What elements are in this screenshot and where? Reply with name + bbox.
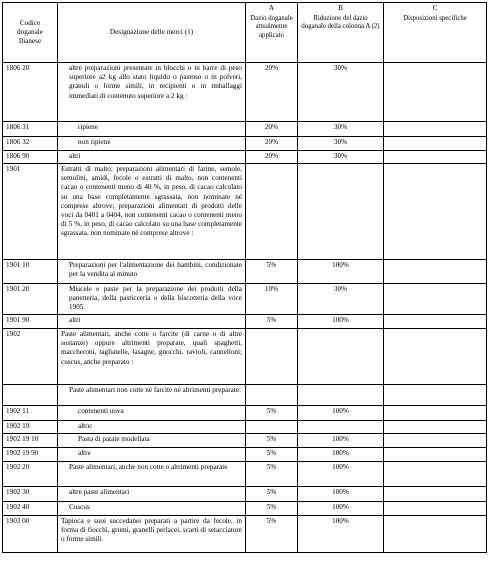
table-row <box>3 406 487 421</box>
col-a-cell: 20% <box>246 151 298 164</box>
code-cell: 1902 19 10 <box>3 434 58 448</box>
col-c-cell <box>384 406 487 421</box>
col-b-cell: 100% <box>298 406 384 421</box>
description-cell: altre preparazioni presentate in blocchi o in barre di peso superiore a2 kg allo stato liquido o pastoso o in polveri, granuli o forme simili, in recipienti o in imballaggi immediati di contenuto superiore a 2 kg : <box>58 63 246 122</box>
col-c-cell <box>384 151 487 164</box>
code-cell: 1901 10 <box>3 260 58 284</box>
col-a-cell: 5% <box>246 487 298 502</box>
col-c-cell <box>384 122 487 137</box>
col-b-cell: 100% <box>298 462 384 487</box>
description-cell: altre <box>58 448 246 462</box>
table-row <box>3 164 487 260</box>
col-b-cell: 30% <box>298 63 384 122</box>
table-row <box>3 329 487 385</box>
header-col-b <box>298 3 384 63</box>
description-cell: altri <box>58 315 246 329</box>
col-c-cell <box>384 284 487 315</box>
col-a-cell <box>246 329 298 385</box>
table-row <box>3 315 487 329</box>
table-row <box>3 122 487 137</box>
col-a-cell: 20% <box>246 63 298 122</box>
col-b-cell: 100% <box>298 487 384 502</box>
header-col-a <box>246 3 298 63</box>
header-designation: Designazione delle merci (1) <box>58 3 246 63</box>
col-c-cell <box>384 164 487 260</box>
description-cell: Cuscus <box>58 502 246 516</box>
col-b-cell <box>298 385 384 406</box>
description-cell: contenenti uova <box>58 406 246 421</box>
col-a-cell <box>246 421 298 434</box>
col-c-cell <box>384 329 487 385</box>
description-cell: Tapioca e suoi succedanei preparati a partire da fecole, in forma di fiocchi, grumi, granelli perlacei, scarti di setacciature o forme simili <box>58 516 246 553</box>
header-col-c-label: Disposizioni specifiche <box>403 15 467 23</box>
col-b-cell: 100% <box>298 502 384 516</box>
col-a-cell: 5% <box>246 516 298 553</box>
code-cell <box>3 385 58 406</box>
table-row <box>3 462 487 487</box>
col-c-cell <box>384 462 487 487</box>
code-cell: 1806 32 <box>3 137 58 151</box>
col-c-cell <box>384 448 487 462</box>
table-row <box>3 502 487 516</box>
col-c-cell <box>384 137 487 151</box>
description-cell: Estratti di malto; preparazioni alimentari di farine, semole, semolini, amidi, fecole o estratti di malto, non contenenti cacao o contenenti meno di 40 %, in peso, di cacao calcolato su una base completamente sgrassata, non nominate né comprese altrove; preparazioni alimentari di prodotti delle voci da 0401 a 0404, non contenenti cacao o contenenti meno di 5 %, in peso, di cacao calcolato su una base completamente sgrassata, non nominate né comprese altrove : <box>58 164 246 260</box>
table-row <box>3 284 487 315</box>
description-cell: non ripiene <box>58 137 246 151</box>
col-b-cell <box>298 421 384 434</box>
header-col-b-label: Riduzione del dazio doganale della colonna A (2) <box>301 15 380 31</box>
col-a-cell: 5% <box>246 260 298 284</box>
description-cell: Pasta di patate modellata <box>58 434 246 448</box>
col-c-cell <box>384 385 487 406</box>
header-col-c-letter: C <box>432 4 438 12</box>
code-cell: 1902 20 <box>3 462 58 487</box>
table-row <box>3 448 487 462</box>
code-cell: 1901 <box>3 164 58 260</box>
col-a-cell: 5% <box>246 502 298 516</box>
col-a-cell: 20% <box>246 122 298 137</box>
code-cell: 1902 11 <box>3 406 58 421</box>
header-col-c <box>384 3 487 63</box>
code-cell: 1806 31 <box>3 122 58 137</box>
code-cell: 1903 00 <box>3 516 58 553</box>
col-b-cell: 100% <box>298 434 384 448</box>
col-a-cell <box>246 385 298 406</box>
col-c-cell <box>384 502 487 516</box>
table-body <box>3 63 487 553</box>
description-cell: Preparazioni per l'alimentazione dei bambini, condizionate per la vendita al minuto <box>58 260 246 284</box>
col-a-cell: 20% <box>246 137 298 151</box>
description-cell: Paste alimentari non cotte né farcite né altrimenti preparate: <box>58 385 246 406</box>
col-b-cell: 30% <box>298 122 384 137</box>
col-b-cell <box>298 329 384 385</box>
code-cell: 1806 20 <box>3 63 58 122</box>
code-cell: 1902 40 <box>3 502 58 516</box>
tariff-table <box>2 2 487 553</box>
description-cell: Paste alimentari, anche non cotte o altrimenti preparate <box>58 462 246 487</box>
col-b-cell: 30% <box>298 137 384 151</box>
table-row <box>3 63 487 122</box>
col-a-cell: 5% <box>246 406 298 421</box>
table-row <box>3 434 487 448</box>
header-col-b-letter: B <box>338 4 343 12</box>
col-a-cell: 5% <box>246 434 298 448</box>
col-a-cell: 5% <box>246 448 298 462</box>
col-b-cell: 100% <box>298 260 384 284</box>
header-col-a-letter: A <box>268 4 275 12</box>
description-cell: altre paste alimentari <box>58 487 246 502</box>
description-cell: ripiene <box>58 122 246 137</box>
code-cell: 1901 90 <box>3 315 58 329</box>
col-b-cell: 100% <box>298 516 384 553</box>
col-c-cell <box>384 315 487 329</box>
code-cell: 1902 <box>3 329 58 385</box>
col-b-cell <box>298 164 384 260</box>
table-row <box>3 421 487 434</box>
code-cell: 1901 20 <box>3 284 58 315</box>
table-row <box>3 151 487 164</box>
code-cell: 1902 30 <box>3 487 58 502</box>
code-cell: 1902 19 <box>3 421 58 434</box>
col-b-cell: 30% <box>298 284 384 315</box>
table-row <box>3 137 487 151</box>
table-header-row <box>3 3 487 63</box>
col-b-cell: 30% <box>298 151 384 164</box>
description-cell: Miscele e paste per la preparazione dei prodotti della panetteria, della pasticceria o della biscotteria della voce 1905 <box>58 284 246 315</box>
col-c-cell <box>384 487 487 502</box>
col-c-cell <box>384 516 487 553</box>
description-cell: altre: <box>58 421 246 434</box>
col-c-cell <box>384 63 487 122</box>
col-c-cell <box>384 260 487 284</box>
table-row <box>3 516 487 553</box>
header-col-a-label: Dazio doganale attualmente applicato <box>250 15 293 39</box>
col-a-cell: 5% <box>246 462 298 487</box>
col-c-cell <box>384 434 487 448</box>
code-cell: 1902 19 90 <box>3 448 58 462</box>
col-b-cell: 100% <box>298 315 384 329</box>
col-a-cell <box>246 164 298 260</box>
col-a-cell: 5% <box>246 315 298 329</box>
col-b-cell: 100% <box>298 448 384 462</box>
description-cell: altri <box>58 151 246 164</box>
table-row <box>3 487 487 502</box>
table-row <box>3 385 487 406</box>
col-a-cell: 10% <box>246 284 298 315</box>
header-code: Codice doganale Ilianese <box>3 3 58 63</box>
col-c-cell <box>384 421 487 434</box>
table-row <box>3 260 487 284</box>
code-cell: 1806 90 <box>3 151 58 164</box>
description-cell: Paste alimentari, anche cotte o farcite (di carne o di altre sostanze) oppure altrimenti preparate, quali spaghetti, maccheroni, tagliatelle, lasagne, gnocchi, ravioli, cannelloni; cuscus, anche preparato : <box>58 329 246 385</box>
